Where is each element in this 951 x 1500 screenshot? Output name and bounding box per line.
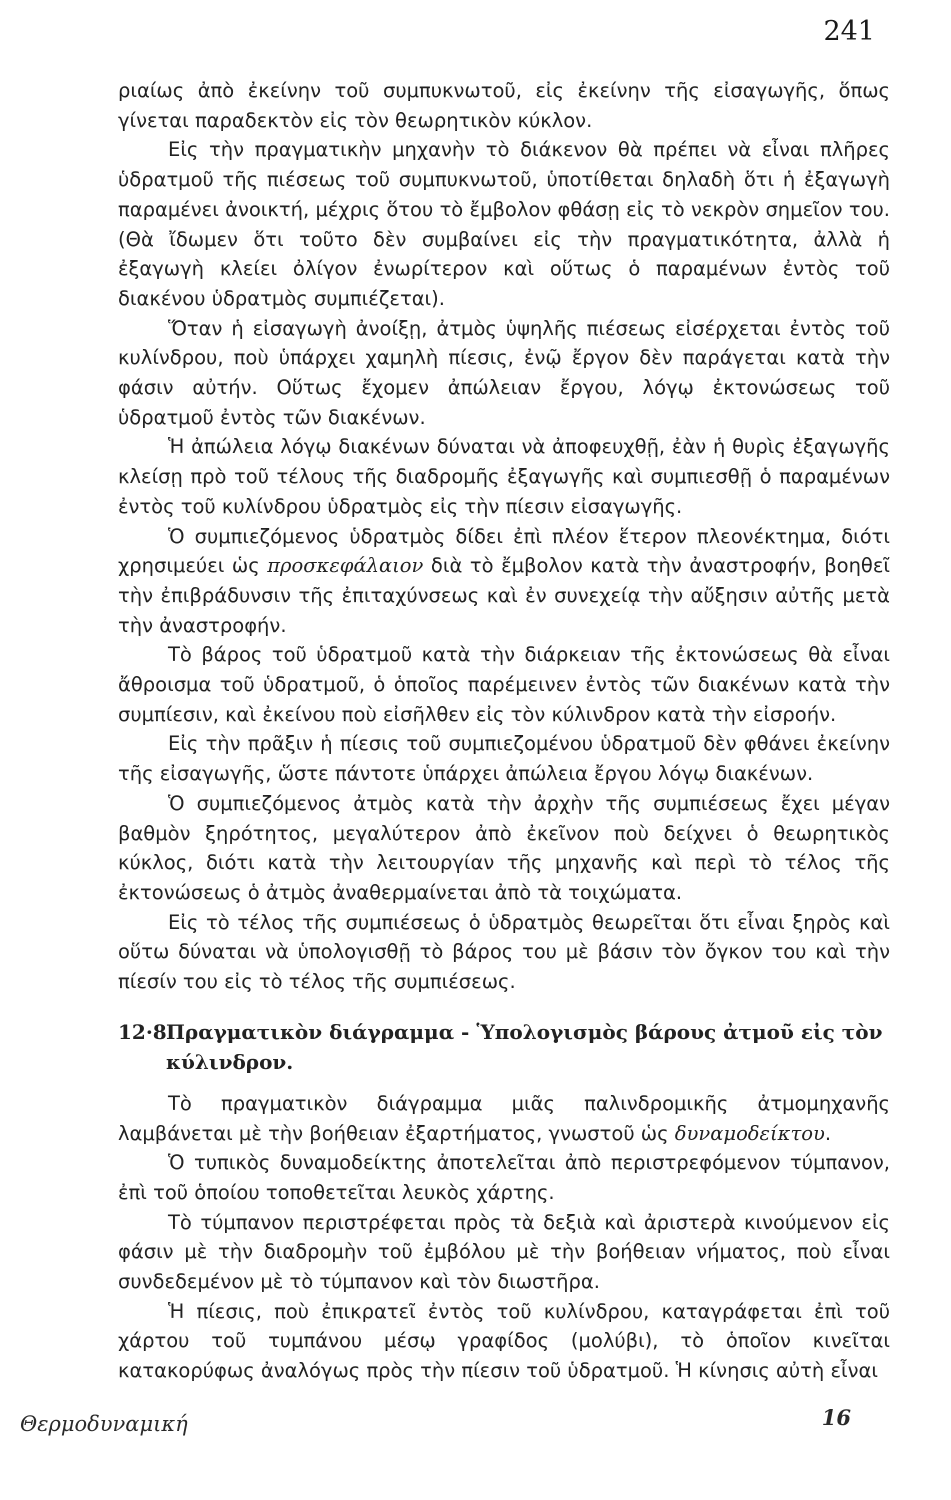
paragraph-2: Εἰς τὴν πραγματικὴν μηχανὴν τὸ διάκενον θὰ πρέπει νὰ εἶναι πλῆρες ὑδρατμοῦ τῆς πιέσεως τοῦ συμπυκνωτοῦ, ὑποτίθεται δηλαδὴ ὅτι ἡ ἐξαγωγὴ παραμένει ἀνοικτή, μέχρις ὅτου τὸ ἔμβολον φθάσῃ εἰς τὸ νεκρὸν σημεῖον του. (Θὰ ἴδωμεν ὅτι τοῦτο δὲν συμβαίνει εἰς τὴν πραγματικότητα, ἀλλὰ ἡ ἐξαγωγὴ κλείει ὀλίγον ἐνωρίτερον καὶ οὕτως ὁ παραμένων ἐντὸς τοῦ διακένου ὑδρατμὸς συμπιέζεται). [118, 138, 890, 310]
section-heading [118, 1017, 890, 1077]
paragraph-10: Τὸ πραγματικὸν διάγραμμα μιᾶς παλινδρομικῆς ἀτμομηχανῆς λαμβάνεται μὲ τὴν βοήθειαν ἐξαρτήματος, γνωστοῦ ὡς δυναμοδείκτου. [118, 1091, 890, 1145]
paragraph-3: Ὅταν ἡ εἰσαγωγὴ ἀνοίξῃ, ἀτμὸς ὑψηλῆς πιέσεως εἰσέρχεται ἐντὸς τοῦ κυλίνδρου, ποὺ ὑπάρχει χαμηλὴ πίεσις, ἐνῷ ἔργον δὲν παράγεται κατὰ τὴν φάσιν αὐτήν. Οὕτως ἔχομεν ἀπώλειαν ἔργου, λόγῳ ἐκτονώσεως τοῦ ὑδρατμοῦ ἐντὸς τῶν διακένων. [118, 316, 890, 429]
paragraph-7: Εἰς τὴν πρᾶξιν ἡ πίεσις τοῦ συμπιεζομένου ὑδρατμοῦ δὲν φθάνει ἐκείνην τῆς εἰσαγωγῆς, ὥστε πάντοτε ὑπάρχει ἀπώλεια ἔργου λόγῳ διακένων. [118, 732, 890, 786]
paragraph-11: Ὁ τυπικὸς δυναμοδείκτης ἀποτελεῖται ἀπὸ περιστρεφόμενον τύμπανον, ἐπὶ τοῦ ὁποίου τοποθετεῖται λευκὸς χάρτης. [118, 1151, 890, 1204]
paragraph-6: Τὸ βάρος τοῦ ὑδρατμοῦ κατὰ τὴν διάρκειαν τῆς ἐκτονώσεως θὰ εἶναι ἄθροισμα τοῦ ὑδρατμοῦ, ὁ ὁποῖος παρέμεινεν ἐντὸς τῶν διακένων κατὰ τὴν συμπίεσιν, καὶ ἐκείνου ποὺ εἰσῆλθεν εἰς τὸν κύλινδρον κατὰ τὴν εἰσροήν. [118, 643, 890, 726]
footer-signature-number: 16 [821, 1405, 851, 1430]
footer-book-title: Θερμοδυναμική [20, 1412, 188, 1436]
paragraph-4: Ἡ ἀπώλεια λόγῳ διακένων δύναται νὰ ἀποφευχθῇ, ἐὰν ἡ θυρὶς ἐξαγωγῆς κλείσῃ πρὸ τοῦ τέλους τῆς διαδρομῆς ἐξαγωγῆς καὶ συμπιεσθῇ ὁ παραμένων ἐντὸς τοῦ κυλίνδρου ὑδρατμὸς εἰς τὴν πίεσιν εἰσαγωγῆς. [118, 435, 890, 518]
paragraph-1: ριαίως ἀπὸ ἐκείνην τοῦ συμπυκνωτοῦ, εἰς ἐκείνην τῆς εἰσαγωγῆς, ὅπως γίνεται παραδεκτὸν εἰς τὸν θεωρητικὸν κύκλον. [118, 79, 890, 132]
paragraph-12: Τὸ τύμπανον περιστρέφεται πρὸς τὰ δεξιὰ καὶ ἀριστερὰ κινούμενον εἰς φάσιν μὲ τὴν διαδρομὴν τοῦ ἐμβόλου μὲ τὴν βοήθειαν νήματος, ποὺ εἶναι συνδεδεμένον μὲ τὸ τύμπανον καὶ τὸν διωστῆρα. [118, 1210, 890, 1294]
section-title: Πραγματικὸν διάγραμμα - Ὑπολογισμὸς βάρους ἀτμοῦ εἰς τὸν κύλινδρον. [166, 1019, 883, 1074]
emphasis-term: δυναμοδείκτου [674, 1121, 825, 1145]
paragraph-9: Εἰς τὸ τέλος τῆς συμπιέσεως ὁ ὑδρατμὸς θεωρεῖται ὅτι εἶναι ξηρὸς καὶ οὕτω δύναται νὰ ὑπολογισθῇ τὸ βάρος του μὲ βάσιν τὸν ὄγκον του καὶ τὴν πίεσίν του εἰς τὸ τέλος τῆς συμπιέσεως. [118, 910, 890, 994]
paragraph-13: Ἡ πίεσις, ποὺ ἐπικρατεῖ ἐντὸς τοῦ κυλίνδρου, καταγράφεται ἐπὶ τοῦ χάρτου τοῦ τυμπάνου μέσῳ γραφίδος (μολύβι), τὸ ὁποῖον κινεῖται κατακορύφως ἀναλόγως πρὸς τὴν πίεσιν τοῦ ὑδρατμοῦ. Ἡ κίνησις αὐτὴ εἶναι [118, 1299, 890, 1383]
page-number: 241 [823, 16, 875, 47]
paragraph-5: Ὁ συμπιεζόμενος ὑδρατμὸς δίδει ἐπὶ πλέον ἕτερον πλεονέκτημα, διότι χρησιμεύει ὡς προσκεφάλαιον διὰ τὸ ἔμβολον κατὰ τὴν ἀναστροφήν, βοηθεῖ τὴν ἐπιβράδυνσιν τῆς ἐπιταχύνσεως καὶ ἐν συνεχείᾳ τὴν αὔξησιν αὐτῆς μετὰ τὴν ἀναστροφήν. [118, 524, 891, 637]
paragraph-8: Ὁ συμπιεζόμενος ἀτμὸς κατὰ τὴν ἀρχὴν τῆς συμπιέσεως ἔχει μέγαν βαθμὸν ξηρότητος, μεγαλύτερον ἀπὸ ἐκεῖνον ποὺ δείχνει ὁ θεωρητικὸς κύκλος, διότι κατὰ τὴν λειτουργίαν τῆς μηχανῆς καὶ περὶ τὸ τέλος τῆς ἐκτονώσεως ὁ ἀτμὸς ἀναθερμαίνεται ἀπὸ τὰ τοιχώματα. [118, 791, 890, 904]
page-body [118, 76, 890, 1386]
emphasis-term: προσκεφάλαιον [267, 554, 424, 578]
section-number: 12·8 [118, 1019, 167, 1044]
